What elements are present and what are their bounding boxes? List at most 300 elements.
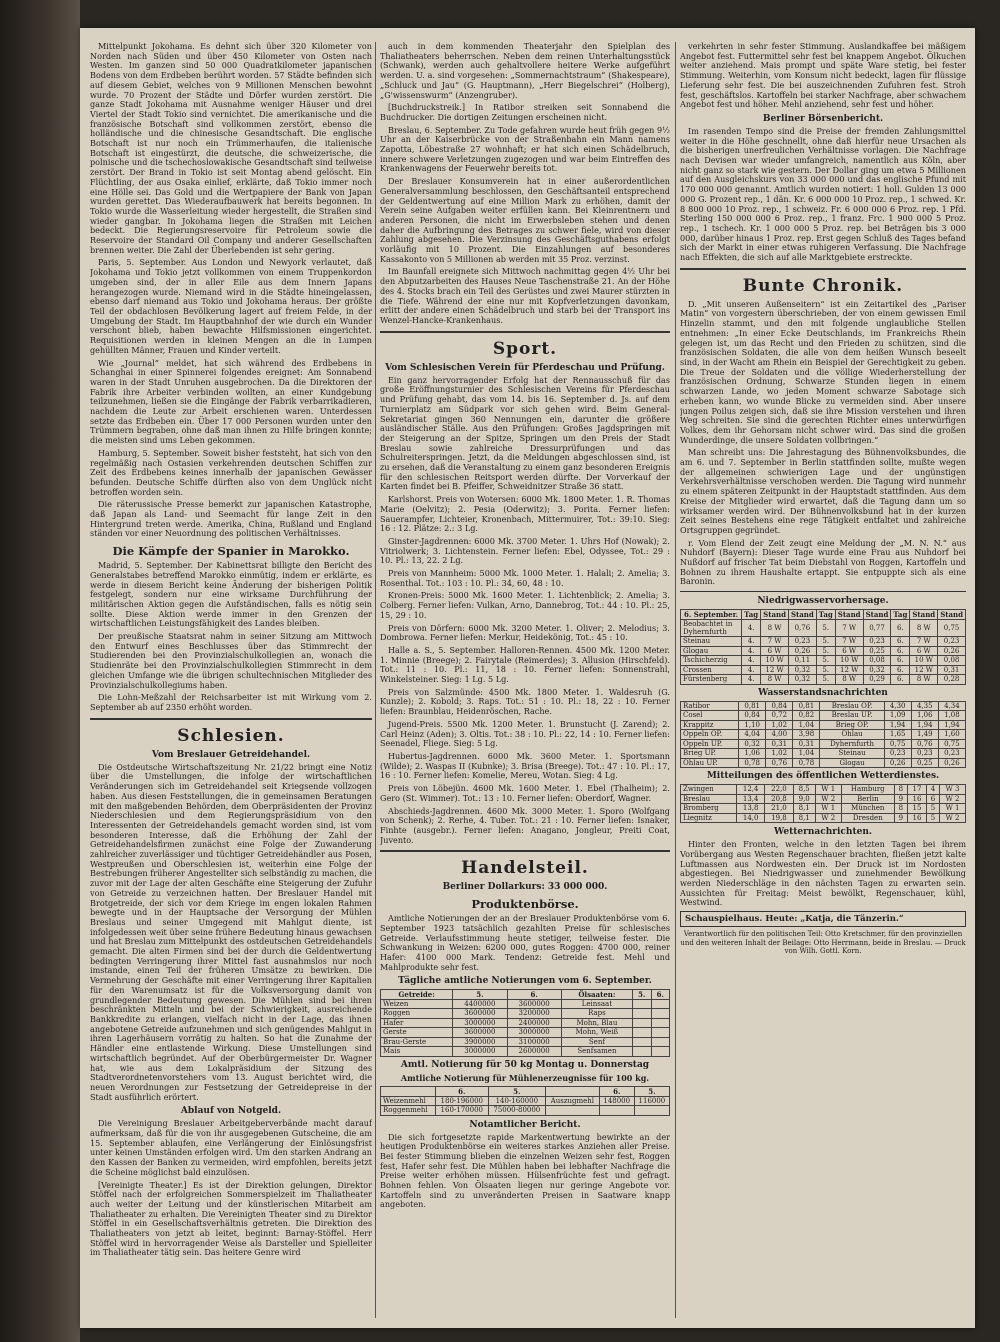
table-subtitle: Amtliche Notierung für Mühlenerzeugnisse für 100 kg.	[400, 1072, 650, 1083]
table-cell: 0,84	[766, 701, 793, 711]
divider	[380, 331, 670, 333]
table-cell: W 1	[940, 804, 966, 814]
table-cell: 7 W	[910, 637, 938, 647]
table-cell: 5.	[816, 620, 835, 637]
table-cell	[634, 1106, 669, 1116]
article-heading: Produktenbörse.	[471, 897, 579, 912]
table-row	[681, 730, 966, 740]
table-cell: 14,0	[737, 813, 765, 823]
table-cell: 0,23	[884, 749, 911, 759]
table-cell	[651, 1047, 670, 1057]
table-cell: 8 W	[910, 675, 938, 685]
table-row	[381, 1096, 670, 1106]
table-cell: 160-170000	[435, 1106, 488, 1116]
table-cell: 16	[907, 813, 926, 823]
article-paragraph: Die Ostdeutsche Wirtschaftszeitung Nr. 21/22 bringt eine Notiz über die Umstellungen, die infolge der wirtschaftlichen Veränderungen sich im Getreidehandel seit Kriegsende vollzogen haben. Aus diesen Feststellungen, die in gemeinsamen Beratungen mit den maßgebenden Behörden, dem Oberpräsidenten der Provinz Niederschlesien und dem Regierungspräsidium von den Interessenten der Getreidehandels gemacht worden sind, ist vom besonderen Interesse, daß die Erhöhung der Zahl der Getreidehandelsfirmen zunächst eine Folge der Zuwanderung zahlreicher zuverlässiger und tüchtiger Getreidehändler aus Posen, Westpreußen und Oberschlesien ist, weiterhin eine Folge der Bestrebungen früherer Angestellter sich selbständig zu machen, die zuvor mit der Lage der alten Geschäfte eine Steigerung der Zufuhr von Getreide zu verzeichnen hatten. Der Breslauer Handel mit Brotgetreide, der sich vor dem Kriege im engen lokalen Rahmen bewegte und in der Hauptsache der Versorgung der Mühlen Breslaus und seiner Umgegend mit Mahlgut diente, ist infolgedessen weit über seine frühere Bedeutung hinaus gewachsen und hat Breslau zum Mittelpunkt des ostdeutschen Getreidehandels gemacht. Die alten Firmen sind bei der durch die Geldentwertung bedingten Verringerung ihrer Mittel fast ausnahmslos nur noch imstande, einen Teil der früheren Umsätze zu bewirken. Die Vermehrung der Geschäfte mit einer Verringerung ihrer Kapitalien für den Warenumsatz ist für die Volksversorgung damit von grundlegender Bedeutung gewesen. Die Mühlen sind bei ihren beschränkten Mitteln und bei der Schwierigkeit, ausreichende Bankkredite zu erlangen, vielfach nicht in der Lage, das ihnen angebotene Getreide aufzunehmen und sich genügendes Mahlgut in ihren Lagerhäusern vorrätig zu halten. So hat die Zunahme der Händler eine entlastende Wirkung. Diese Umstellungen sind wirtschaftlich begründet. Auf der Oberbürgermeister Dr. Wagner hat, wie aus dem Lokalpräsidium der Sitzung des Stadtverordnetenvorstehers vom 13. August berichtet wird, die neuen Verordnungen zur Festsetzung der Getreidepreise in der Stadt ausführlich erörtert.	[90, 761, 372, 1102]
table-header-cell: 6.	[435, 1086, 488, 1096]
table-title: Tägliche amtliche Notierungen vom 6. September.	[398, 975, 652, 986]
table-cell: 1,09	[884, 711, 911, 721]
table-cell: 0,26	[938, 758, 965, 768]
table-cell	[633, 999, 651, 1009]
table-cell: Glogau	[681, 646, 742, 656]
table-row	[681, 804, 966, 814]
table-row	[681, 675, 966, 685]
table-cell: 8	[894, 785, 907, 795]
table-cell: 0,72	[766, 711, 793, 721]
race-result: Ginster-Jagdrennen: 6000 Mk. 3700 Meter. 1. Uhrs Hof (Nowak); 2. Vitriolwerk; 3. Lichtenstein. Ferner liefen: Ebel, Odyssee, Tot.: 29 : 10. Pl.: 13, 22. 2 Lg.	[380, 535, 670, 566]
table-cell: 5.	[816, 656, 835, 666]
table-cell: 8	[894, 804, 907, 814]
table-title: Amtl. Notierung für 50 kg Montag u. Donnerstag	[400, 1059, 650, 1070]
table-cell: Mohn, Weiß	[561, 1028, 632, 1038]
table-cell: München	[841, 804, 894, 814]
table-cell: 6.	[891, 675, 910, 685]
table-row	[681, 749, 966, 759]
table-cell	[633, 1047, 651, 1057]
table-cell: 1,02	[766, 720, 793, 730]
table-cell: 12 W	[910, 665, 938, 675]
table-header-cell: Stand	[863, 610, 891, 620]
table-cell: 21,0	[765, 804, 793, 814]
table-cell: Glogau	[820, 758, 884, 768]
table-header-cell: Ölsaaten:	[561, 989, 632, 999]
table-cell: 0,28	[938, 675, 966, 685]
table-cell: 1,04	[793, 749, 820, 759]
table-cell: 0,75	[938, 620, 966, 637]
table-cell: 1,94	[884, 720, 911, 730]
divider	[380, 850, 670, 852]
article-paragraph: Die sich fortgesetzte rapide Markentwertung bewirkte an der heutigen Produktenbörse ein weiteres starkes Anziehen aller Preise. Bei fester Stimmung blieben die einzelnen Weizen sehr fest, Roggen fest, Hafer sehr fest. Die Mühlen haben bei lebhafter Nachfrage die Preise weiter erhöhen müssen. Hülsenfrüchte fest und gefragt. Bohnen fehlen. Von Ölsaaten liegen nur geringe Angebote vor. Kartoffeln sind zu unveränderten Preisen in Saatware knapp angeboten.	[380, 1131, 670, 1210]
table-header-cell: 5.	[453, 989, 507, 999]
table-cell: W 2	[940, 813, 966, 823]
imprint: Verantwortlich für den politischen Teil: Otto Kretschmer, für den provinziellen und den weiteren Inhalt der Beilage: Otto Herrmann, beide in Breslau. — Druck von Wilh. Gottl. Korn.	[680, 930, 966, 956]
table-row	[681, 758, 966, 768]
table-cell: 3100000	[507, 1037, 561, 1047]
table-cell: 8,1	[793, 813, 815, 823]
table-cell: 3600000	[453, 1028, 507, 1038]
article-paragraph: Im rasenden Tempo sind die Preise der fremden Zahlungsmittel weiter in die Höhe geschnellt, ohne daß hierfür neue Ursachen als die bisherigen unerfreulichen Verhältnisse vorlagen. Die Nachfrage nach Devisen war wieder umfangreich, namentlich aus Köln, aber nicht ganz so stark wie gestern. Der Dollar ging um etwa 5 Millionen auf den Ausgleichskurs von 33 000 000 und das englische Pfund mit 170 000 000 genannt. Amtlich wurden notiert: 1 holl. Gulden 13 000 000 G. Prozent rep., 1 dän. Kr. 6 000 000 10 Proz. rep., 1 schwed. Kr. 8 800 000 10 Proz. rep., 1 schweiz. Fr. 6 000 000 6 Proz. rep. 1 Pfd. Sterling 150 000 000 6 Proz. rep., 1 franz. Frc. 1 900 000 5 Proz. rep., 1 tschech. Kr. 1 000 000 5 Proz. rep. bei Beträgen bis 3 000 000, darüber hinaus 1 Proz. rep. Erst gegen Schluß des Tages befand sich der Markt in einer etwas ruhigeren Verfassung. Die Nachfrage nach Effekten, die sich auf alle Marktgebiete erstreckte.	[680, 125, 966, 263]
table-cell: 10 W	[835, 656, 863, 666]
table-cell: 0,76	[911, 739, 938, 749]
table-cell: 0,23	[788, 637, 816, 647]
table-cell: 4,04	[739, 730, 766, 740]
table-cell: 0,84	[739, 711, 766, 721]
race-result: Preis von Mannheim: 5000 Mk. 1000 Meter. 1. Halali; 2. Amelia; 3. Rosenthal. Tot.: 103 : 10. Pl.: 34, 60, 48 : 10.	[380, 568, 670, 588]
article-paragraph: r. Vom Elend der Zeit zeugt eine Meldung der „M. N. N.“ aus Nuhdorf (Bayern): Dieser Tage wurde eine Frau aus Nuhdorf bei Nußdorf auf frischer Tat beim Diebstahl von Roggen, Kartoffeln und Bohnen zu ihrem Haushalte ertappt. Sie entpuppte sich als eine Baronin.	[680, 537, 966, 587]
table-cell: Auszugmehl	[546, 1096, 600, 1106]
table-row	[681, 646, 966, 656]
table-cell: 0,31	[793, 739, 820, 749]
table-cell: 12 W	[835, 665, 863, 675]
table-cell: Hamburg	[841, 785, 894, 795]
table-cell: 6.	[891, 646, 910, 656]
table-row	[681, 665, 966, 675]
table-header-cell: 6.	[507, 989, 561, 999]
binding-edge	[0, 0, 80, 1342]
table-cell: 6.	[891, 637, 910, 647]
table-cell: 0,23	[863, 637, 891, 647]
table-cell: 0,23	[938, 749, 965, 759]
article-paragraph: Amtliche Notierungen der an der Breslauer Produktenbörse vom 6. September 1923 tatsächlich gezahlten Preise für schlesisches Getreide. Verlaufsstimmung heute stetiger, teilweise fester. Die Schwankung in Weizen: 6200 000, gutes Roggen: 4700 000, reiner Hafer: 4100 000 Mark. Tendenz: Getreide fest. Mehl und Mahlprodukte sehr fest.	[380, 913, 670, 972]
table-cell	[651, 1028, 670, 1038]
table-cell	[599, 1106, 634, 1116]
column-rule	[675, 42, 676, 1318]
table-cell: 10 W	[910, 656, 938, 666]
race-result: Abschieds-Jagdrennen. 4600 Mk. 3000 Meter. 1. Sporo (Wolfgang von Schenk); 2. Rerhe, 4. Tuber. Tot.: 21 : 10. Ferner liefen: Isnaker, Finhte (ausgebr.). Ferner liefen: Anagano, Jongleur, Preiti Coat, Juvento.	[380, 805, 670, 845]
table-cell: Beobachtet in Dyhernfurth	[681, 620, 742, 637]
table-row	[681, 656, 966, 666]
table-cell: 7 W	[835, 620, 863, 637]
table-cell: 6.	[891, 656, 910, 666]
section-heading: Die Kämpfe der Spanier in Marokko.	[112, 544, 350, 559]
table-cell: 16	[907, 794, 926, 804]
table-cell: 1,06	[739, 749, 766, 759]
table-cell: 5	[927, 813, 940, 823]
table-cell: Oppeln UP.	[681, 739, 739, 749]
table-cell: Weizenmehl	[381, 1096, 436, 1106]
table-cell: 12 W	[761, 665, 789, 675]
table-row	[381, 999, 670, 1009]
table-cell: Dyhernfurth	[820, 739, 884, 749]
table-cell: W 3	[940, 785, 966, 795]
table-row	[681, 794, 966, 804]
table-cell: 4,30	[884, 701, 911, 711]
article-paragraph: Man schreibt uns: Die Jahrestagung des Bühnenvolksbundes, die am 6. und 7. September in Berlin stattfinden sollte, mußte wegen der allgemeinen schwierigen Lage und der ungünstigen Verkehrsverhältnisse verschoben werden. Die Tagung wird nunmehr zu einem späteren Zeitpunkt in der Hauptstadt stattfinden. Aus dem Kreise der Mitglieder wird erwartet, daß die Tagung dann um so wirksamer werden wird. Der Bühnenvolksbund hat in der kurzen Zeit seines Bestehens eine rege Tätigkeit entfaltet und zahlreiche Ortsgruppen gegründet.	[680, 447, 966, 535]
table-cell: 6 W	[910, 646, 938, 656]
table-cell: 15	[907, 804, 926, 814]
table-cell: Brieg OP.	[820, 720, 884, 730]
table-cell: 0,23	[938, 637, 966, 647]
table-cell: 5	[927, 804, 940, 814]
column-2	[380, 42, 670, 1322]
article-paragraph: Mittelpunkt Jokohama. Es dehnt sich über 320 Kilometer von Norden nach Süden und über 450 Kilometer von Osten nach Westen. Im ganzen sind 50 000 Quadratkilometer japanischen Bodens von dem Erdbeben berührt worden. 57 Städte befinden sich auf diesem Gebiet, welches von 9 Millionen Menschen bewohnt wurde. 70 Prozent der Städte und Dörfer wurden zerstört. Die ganze Stadt Jokohama mit Ausnahme weniger Häuser und drei Viertel der Stadt Tokio sind vernichtet. Die amerikanische und die französische Botschaft sind vollkommen zerstört, ebenso die holländische und die chinesische Gesandtschaft. Die englische Botschaft ist nur noch ein Trümmerhaufen, die italienische Botschaft ist eingestürzt, die deutsche, die schweizerische, die polnische und die tschechoslowakische Gesandtschaft sind teilweise zerstört. Der Brand in Tokio ist seit Montag abend gelöscht. Ein Flüchtling, der aus Osaka einlief, erklärte, daß Tokio immer noch eine Hölle sei. Das Gold und die Wertpapiere der Bank von Japan wurden gerettet. Das Wiederaufbauwerk hat bereits begonnen. In Tokio wurde die Wasserleitung wieder hergestellt, die Straßen sind wieder gangbar. In Jokohama liegen die Straßen mit Leichen bedeckt. Die Regierungsreservoire für Petroleum sowie die Reservoire der Standard Oil Company und anderer Gesellschaften brennen weiter. Die Zahl der Überlebenden ist sehr gering.	[90, 42, 372, 255]
table-cell: 4.	[742, 656, 761, 666]
table-cell: W 2	[815, 794, 841, 804]
table-cell: Mohn, Blau	[561, 1018, 632, 1028]
table-cell: Hafer	[381, 1018, 453, 1028]
table-cell: Cosel	[681, 711, 739, 721]
table-cell: Crossen	[681, 665, 742, 675]
table-cell: 1,06	[911, 711, 938, 721]
column-1	[90, 42, 372, 1322]
table-header-cell: Getreide:	[381, 989, 453, 999]
table-cell: 1,94	[938, 720, 965, 730]
table-cell: 0,31	[766, 739, 793, 749]
table-cell: 1,08	[938, 711, 965, 721]
article-paragraph: Wie „Journal“ meldet, hat sich während des Erdbebens in Schanghai in einer Spinnerei folgendes ereignet: Am Sonnabend waren in der Stadt Unruhen ausgebrochen. Da die Direktoren der Fabrik ihre Arbeiter verbinden wollten, an einer Kundgebung teilzunehmen, ließen sie die Eingänge der Fabrik verbarrikadieren, nachdem die Leute zur Arbeit erschienen waren. Unterdessen setzte das Erdbeben ein. Über 17 000 Personen wurden unter den Trümmern begraben, ohne daß man ihnen zu Hilfe bringen konnte; die meisten sind ums Leben gekommen.	[90, 357, 372, 446]
divider	[680, 591, 966, 592]
article-paragraph: Der Breslauer Konsumverein hat in einer außerordentlichen Generalversammlung beschlossen, den Geschäftsanteil entsprechend der Geldentwertung auf eine Million Mark zu erhöhen, damit der Verein seine Aufgaben weiter erfüllen kann. Bei Kleinrentnern und anderen Personen, die nicht im Erwerbsleben stehen und denen daher die Aufbringung des Betrages zu schwer fiele, wird von dieser Zahlung abgesehen. Die Verzinsung des Geschäftsguthabens erfolgt vorläufig mit 10 Prozent. Die Einzahlungen auf besonderes Kassakonto von 5 Millionen ab werden mit 35 Proz. verzinst.	[380, 176, 670, 264]
table-cell: Steinau	[681, 637, 742, 647]
table-cell: 3200000	[507, 1009, 561, 1019]
table-cell: 75000-80000	[488, 1106, 546, 1116]
table-cell: 0,78	[793, 758, 820, 768]
race-result: Preis von Salzmünde: 4500 Mk. 1800 Meter. 1. Waldesruh (G. Kunzle); 2. Kobold; 3. Raps. Tot.: 51 : 10. Pl.: 18, 22 : 10. Ferner liefen: Braunblau, Heidenröschen, Rache.	[380, 686, 670, 717]
table-row	[381, 1028, 670, 1038]
table-cell: 4	[927, 785, 940, 795]
table-header-cell: 5.	[633, 989, 651, 999]
table-cell: 13,8	[737, 804, 765, 814]
water-level-table	[680, 701, 966, 769]
table-cell: 6.	[891, 620, 910, 637]
section-heading: Schlesien.	[177, 725, 285, 746]
table-row	[681, 711, 966, 721]
table-cell: Mais	[381, 1047, 453, 1057]
table-cell: 4,35	[911, 701, 938, 711]
table-cell: 0,81	[739, 701, 766, 711]
table-cell	[651, 1018, 670, 1028]
table-cell: 7 W	[835, 637, 863, 647]
table-cell: 0,75	[884, 739, 911, 749]
table-cell: Berlin	[841, 794, 894, 804]
table-cell: Brau-Gerste	[381, 1037, 453, 1047]
table-cell: Breslau UP.	[820, 711, 884, 721]
table-cell: Ohlau UP.	[681, 758, 739, 768]
table-cell	[633, 1018, 651, 1028]
table-cell: 3900000	[453, 1037, 507, 1047]
grain-price-table	[380, 989, 670, 1057]
article-paragraph: auch in dem kommenden Theaterjahr den Spielplan des Thaliatheaters beherrschen. Neben dem reinen Unterhaltungsstück (Schwank), werden auch gehaltvollere heitere Werke aufgeführt werden. U. a. sind vorgesehen: „Sommernachtstraum“ (Shakespeare), „Schluck und Jau“ (G. Hauptmann), „Herr Biegelschrei“ (Holberg), „G'wissenswurm“ (Anzengruber).	[380, 42, 670, 100]
table-cell: 116000	[634, 1096, 669, 1106]
table-cell: 22,0	[765, 785, 793, 795]
table-cell: 0,81	[793, 701, 820, 711]
table-header-cell: 5.	[488, 1086, 546, 1096]
table-cell: 0,32	[863, 665, 891, 675]
table-cell: 5.	[816, 637, 835, 647]
article-heading: Berliner Börsenbericht.	[762, 113, 884, 124]
table-cell: 4.	[742, 620, 761, 637]
table-cell: 1,10	[739, 720, 766, 730]
table-cell: 6.	[891, 665, 910, 675]
table-cell: Roggen	[381, 1009, 453, 1019]
article-paragraph: verkehrten in sehr fester Stimmung. Auslandkaffee bei mäßigem Angebot fest. Futtermittel sehr fest bei knappem Angebot. Ölkuchen weiter anziehend. Mais prompt und späte Ware stetig, bei fester Stimmung. Weiterhin, vom Konsum nicht bedeckt, lagen für flüssige Lieferung sehr fest. Die bei auszeichnenden Zufuhren fest. Stroh fest, geschäftslos. Kartoffeln bei starker Nachfrage, aber schwachem Angebot fest und höher. Mehl anziehend, sehr fest und höher.	[680, 42, 966, 110]
table-cell	[633, 1037, 651, 1047]
table-cell	[633, 1009, 651, 1019]
newspaper-page	[80, 28, 975, 1328]
table-cell: 4.	[742, 637, 761, 647]
table-header-cell: Stand	[910, 610, 938, 620]
table-cell: 3600000	[453, 1009, 507, 1019]
article-heading: Ablauf von Notgeld.	[180, 1106, 282, 1117]
article-paragraph: [Buchdruckstreik.] In Ratibor streiken seit Sonnabend die Buchdrucker. Die dortigen Zeitungen erscheinen nicht.	[380, 102, 670, 122]
table-cell: 8,5	[793, 785, 815, 795]
table-cell: 2600000	[507, 1047, 561, 1057]
table-cell: Ohlau	[820, 730, 884, 740]
table-cell	[651, 1037, 670, 1047]
table-cell: 4400000	[453, 999, 507, 1009]
table-row	[381, 1009, 670, 1019]
table-cell: 8 W	[910, 620, 938, 637]
table-cell	[633, 1028, 651, 1038]
table-cell: 1,02	[766, 749, 793, 759]
table-cell: 1,94	[911, 720, 938, 730]
table-cell: 20,8	[765, 794, 793, 804]
table-cell: 4,34	[938, 701, 965, 711]
table-row	[381, 1037, 670, 1047]
table-cell: 3,98	[793, 730, 820, 740]
table-cell: Bromberg	[681, 804, 737, 814]
table-cell: 8 W	[761, 675, 789, 685]
table-cell: 0,26	[884, 758, 911, 768]
theater-notice: Schauspielhaus. Heute: „Katja, die Tänzerin.“	[680, 911, 966, 927]
table-cell: Breslau	[681, 794, 737, 804]
table-header-cell	[546, 1086, 600, 1096]
table-row	[681, 739, 966, 749]
table-cell: Steinau	[820, 749, 884, 759]
race-result: Karlshorst. Preis von Wotersen: 6000 Mk. 1800 Meter. 1. R. Thomas Marie (Oelvitz); 2. Pesia (Oderwitz); 3. Porita. Ferner liefen: Sauerampfer, Lichteier, Kronenbach, Mittermuirer, Tot.: 39:10. Sieg: 16 : 12. Plätze: 2.: 3 Lg.	[380, 494, 670, 534]
table-cell: 0,26	[788, 646, 816, 656]
table-cell: Weizen	[381, 999, 453, 1009]
table-cell: 1,49	[911, 730, 938, 740]
article-heading: Vom Schlesischen Verein für Pferdeschau und Prüfung.	[385, 362, 665, 373]
table-cell: 0,32	[788, 665, 816, 675]
table-cell: 4.	[742, 665, 761, 675]
table-row	[681, 813, 966, 823]
table-cell: 4.	[742, 675, 761, 685]
table-cell: W 2	[815, 813, 841, 823]
table-header-cell: 5.	[634, 1086, 669, 1096]
table-cell: 0,32	[739, 739, 766, 749]
table-header-cell: 6.	[651, 989, 670, 999]
table-cell: 6 W	[835, 646, 863, 656]
table-title: Wasserstandsnachrichten	[758, 687, 888, 698]
table-cell: Liegnitz	[681, 813, 737, 823]
table-cell: 3000000	[453, 1047, 507, 1057]
race-result: Preis von Löbejün. 4600 Mk. 1600 Meter. 1. Ebel (Thalheim); 2. Gero (St. Wimmer). Tot.: 13 : 10. Ferner liefen: Oberdorf, Wagner.	[380, 783, 670, 803]
table-cell: Raps	[561, 1009, 632, 1019]
table-cell: 4,00	[766, 730, 793, 740]
section-heading: Handelsteil.	[461, 858, 589, 879]
table-cell: 5.	[816, 665, 835, 675]
table-row	[381, 1047, 670, 1057]
table-cell: 0,76	[766, 758, 793, 768]
table-cell: 0,25	[863, 646, 891, 656]
table-cell: 1,60	[938, 730, 965, 740]
table-cell: Tschicherzig	[681, 656, 742, 666]
table-cell: 180-196000	[435, 1096, 488, 1106]
table-header-cell: Stand	[761, 610, 789, 620]
article-paragraph: Der preußische Staatsrat nahm in seiner Sitzung am Mittwoch den Entwurf eines Beschlusses über das Stimmrecht der Studierenden bei den Provinzialschulkollegien an, wonach die Studienräte bei den Provinzialschulkollegien Stimmrecht in dem gleichen Umfange wie die übrigen schultechnischen Mitglieder des Provinzialschulkollegiums haben.	[90, 631, 372, 690]
article-paragraph: [Vereinigte Theater.] Es ist der Direktion gelungen, Direktor Stöffel nach der erfolgreichen Sommerspielzeit im Thaliatheater auch weiter der Leitung und der künstlerischen Mitarbeit am Thaliatheater zu erhalten. Die Vereinigten Theater sind zu Direktor Stöffel in ein Gesellschaftsverhältnis getreten. Die Direktion des Thaliatheaters von jetzt ab leitet, beginnt: Barnay-Stöffel. Herr Stöffel wird in hervorragender Weise als Darsteller und Spielleiter im Thaliatheater tätig sein. Das heitere Genre wird	[90, 1179, 372, 1258]
table-cell: Senf	[561, 1037, 632, 1047]
table-header-cell: Tag	[816, 610, 835, 620]
table-row	[681, 620, 966, 637]
table-header-cell: Stand	[788, 610, 816, 620]
table-cell: 3000000	[453, 1018, 507, 1028]
table-header-cell: Stand	[835, 610, 863, 620]
table-cell: 0,08	[938, 656, 966, 666]
race-result: Hubertus-Jagdrennen. 6000 Mk. 3600 Meter. 1. Sportsmann (Wilde); 2. Waspas II (Kubnke); 3. Brisa (Breege). Tot.: 47 : 10. Pl.: 17, 16 : 10. Ferner liefen: Komelie, Mereu, Wotan. Sieg: 4 Lg.	[380, 751, 670, 781]
table-cell: 10 W	[761, 656, 789, 666]
table-cell: 3000000	[507, 1028, 561, 1038]
column-3	[680, 42, 966, 1322]
table-cell: 6 W	[761, 646, 789, 656]
table-cell: Roggenmehl	[381, 1106, 436, 1116]
race-result: Jugend-Preis. 5500 Mk. 1200 Meter. 1. Brunstucht (J. Zarend); 2. Carl Heinz (Aden); 3. Oltis. Tot.: 38 : 10. Pl.: 22, 14 : 10. Ferner liefen: Seenadel, Fliege. Sieg: 5 Lg.	[380, 718, 670, 749]
article-paragraph: Die räterussische Presse bemerkt zur japanischen Katastrophe, daß Japan als Land- und Seemacht für lange Zeit in den Hintergrund treten werde. Amerika, China, Rußland und England ständen vor einer Neuordnung des politischen Verhältnisses.	[90, 499, 372, 539]
table-cell: 3600000	[507, 999, 561, 1009]
race-result: Kronen-Preis: 5000 Mk. 1600 Meter. 1. Lichtenblick; 2. Amelia; 3. Colberg. Ferner liefen: Vulkan, Arno, Dannebrog, Tot.: 44 : 10. Pl.: 25, 15, 29 : 10.	[380, 590, 670, 620]
table-cell: W 1	[815, 804, 841, 814]
article-paragraph: Im Baunfall ereignete sich Mittwoch nachmittag gegen 4½ Uhr bei den Abputzarbeiten des Hauses Neue Taschenstraße 21. An der Höhe des 4. Stocks brach ein Teil des Gerüstes und zwei Maurer stürzten in die Tiefe. Während der eine nur mit Kopfverletzungen davonkam, erlitt der andere einen Schädelbruch und starb bei der Transport ins Wenzel-Hancke-Krankenhaus.	[380, 266, 670, 325]
table-header-cell	[381, 1086, 436, 1096]
table-cell: Krappitz	[681, 720, 739, 730]
table-cell: Gerste	[381, 1028, 453, 1038]
race-result: Halle a. S., 5. September. Halloren-Rennen. 4500 Mk. 1200 Meter. 1. Minnie (Breege); 2. Fairytale (Reimerdes); 3. Allusion (Hirschfeld). Tot.: 11 : 10. Pl.: 11, 18 : 10. Ferner liefen: Sonnenstrahl, Winkelsteiner. Sieg: 1 Lg. 5 Lg.	[380, 644, 670, 685]
divider	[90, 718, 372, 720]
column-rule	[375, 42, 376, 1318]
table-cell: 12,4	[737, 785, 765, 795]
table-cell: Dresden	[841, 813, 894, 823]
race-result: Preis von Dörfern: 6000 Mk. 3200 Meter. 1. Oliver; 2. Melodius; 3. Dombrowa. Ferner liefen: Merkur, Heidekönig, Tot.: 45 : 10.	[380, 622, 670, 643]
table-cell: 0,26	[938, 646, 966, 656]
table-cell: 7 W	[761, 637, 789, 647]
table-cell: Brieg UP.	[681, 749, 739, 759]
article-heading: Vom Breslauer Getreidehandel.	[151, 749, 311, 760]
table-cell: Ratibor	[681, 701, 739, 711]
article-paragraph: Hamburg, 5. September. Soweit bisher feststeht, hat sich von den regelmäßig nach Ostasien verkehrenden deutschen Schiffen zur Zeit des Erdbebens keines innerhalb der japanischen Gewässer befunden. Deutsche Schiffe dürften also von dem Unglück nicht betroffen worden sein.	[90, 447, 372, 497]
table-cell: 19,8	[765, 813, 793, 823]
article-paragraph: Ein ganz hervorragender Erfolg hat der Rennausschuß für das große Eröffnungsturnier des Schlesischen Vereins für Pferdeschau und Prüfung gehabt, das vom 14. bis 16. September d. Js. auf dem Turnierplatz am Südpark vor sich gehen wird. Beim General-Sekretariat gingen 360 Nennungen ein, darunter die größere ausländischer Ställe. Aus den Prüfungen: Großes Jagdspringen mit der Steigerung an der Spitze, Springen um den Preis der Stadt Breslau sowie zahlreiche Dressurprüfungen und das Schulreiterspringen. Jetzt, da die Meldungen abgeschlossen sind, ist zu ersehen, daß die Veranstaltung zu einem ganz besonderen Ereignis für den schlesischen Reitsport werden dürfte. Der Vorverkauf der Karten findet bei B. Pfeiffer, Schweidnitzer Straße 36 statt.	[380, 374, 670, 492]
table-row	[681, 785, 966, 795]
low-water-forecast-table	[680, 609, 966, 685]
table-cell: 9	[894, 794, 907, 804]
article-paragraph: Die Lohn-Meßzahl der Reichsarbeiter ist mit Wirkung vom 2. September ab auf 2350 erhöht worden.	[90, 692, 372, 712]
article-paragraph: Breslau, 6. September. Zu Tode gefahren wurde heut früh gegen 9½ Uhr an der Kaiserbrücke von der Straßenbahn ein Mann namens Zapotta, Löbestraße 27 wohnhaft; er hat sich einen Schädelbruch, innere schwere Verletzungen zugezogen und war beim Eintreffen des Krankenwagens der Feuerwehr bereits tot.	[380, 124, 670, 174]
table-cell: 8 W	[835, 675, 863, 685]
section-heading: Sport.	[492, 338, 558, 359]
table-cell: 0,11	[788, 656, 816, 666]
section-heading: Bunte Chronik.	[742, 275, 904, 296]
table-cell: 6	[927, 794, 940, 804]
table-row	[681, 701, 966, 711]
table-cell: 8,1	[793, 804, 815, 814]
table-cell: Breslau OP.	[820, 701, 884, 711]
table-cell: W 2	[940, 794, 966, 804]
dollar-rate: Berliner Dollarkurs: 33 000 000.	[442, 882, 608, 893]
article-paragraph: Hinter den Fronten, welche in den letzten Tagen bei ihrem Vorübergang aus Westen Regenschauer brachten, fließen jetzt kalte Luftmassen aus Nordwesten ein. Der Druck ist im Nordosten abgestiegen. Bei Niedrigwasser und zunehmender Bewölkung werden Niederschläge in den nächsten Tagen zu erwarten sein. Aussichten für Freitag: Meist bewölkt, Regenschauer, kühl, Westwind.	[680, 839, 966, 908]
table-header-cell: 6. September.	[681, 610, 742, 620]
table-cell: 0,23	[911, 749, 938, 759]
table-cell: 0,76	[788, 620, 816, 637]
table-header-cell: Stand	[938, 610, 966, 620]
flour-price-table	[380, 1086, 670, 1116]
table-row	[381, 1106, 670, 1116]
table-cell	[651, 1009, 670, 1019]
table-cell: 0,82	[793, 711, 820, 721]
table-cell: Zwingen	[681, 785, 737, 795]
article-heading: Wetternachrichten.	[773, 827, 873, 838]
table-cell: 13,4	[737, 794, 765, 804]
table-cell: 148000	[599, 1096, 634, 1106]
table-cell: 2400000	[507, 1018, 561, 1028]
table-cell: 5.	[816, 675, 835, 685]
table-row	[681, 720, 966, 730]
table-cell: Senfsamen	[561, 1047, 632, 1057]
table-row	[381, 1018, 670, 1028]
table-cell: W 1	[815, 785, 841, 795]
table-cell: Fürstenberg	[681, 675, 742, 685]
table-cell: 4.	[742, 646, 761, 656]
table-cell: 1,04	[793, 720, 820, 730]
table-cell: 0,31	[938, 665, 966, 675]
table-cell	[546, 1106, 600, 1116]
table-cell: 140-160000	[488, 1096, 546, 1106]
table-header-cell: Tag	[891, 610, 910, 620]
table-cell: 0,08	[863, 656, 891, 666]
article-paragraph: Die Vereinigung Breslauer Arbeitgeberverbände macht darauf aufmerksam, daß für die von ihr ausgegebenen Gutscheine, die am 15. September ablaufen, eine Verlängerung der Einlösungsfrist unter keinen Umständen erfolgen wird. Um den starken Andrang an den Kassen der Banken zu vermeiden, wird empfohlen, bereits jetzt die Scheine möglichst bald einzulösen.	[90, 1118, 372, 1177]
table-cell	[651, 999, 670, 1009]
